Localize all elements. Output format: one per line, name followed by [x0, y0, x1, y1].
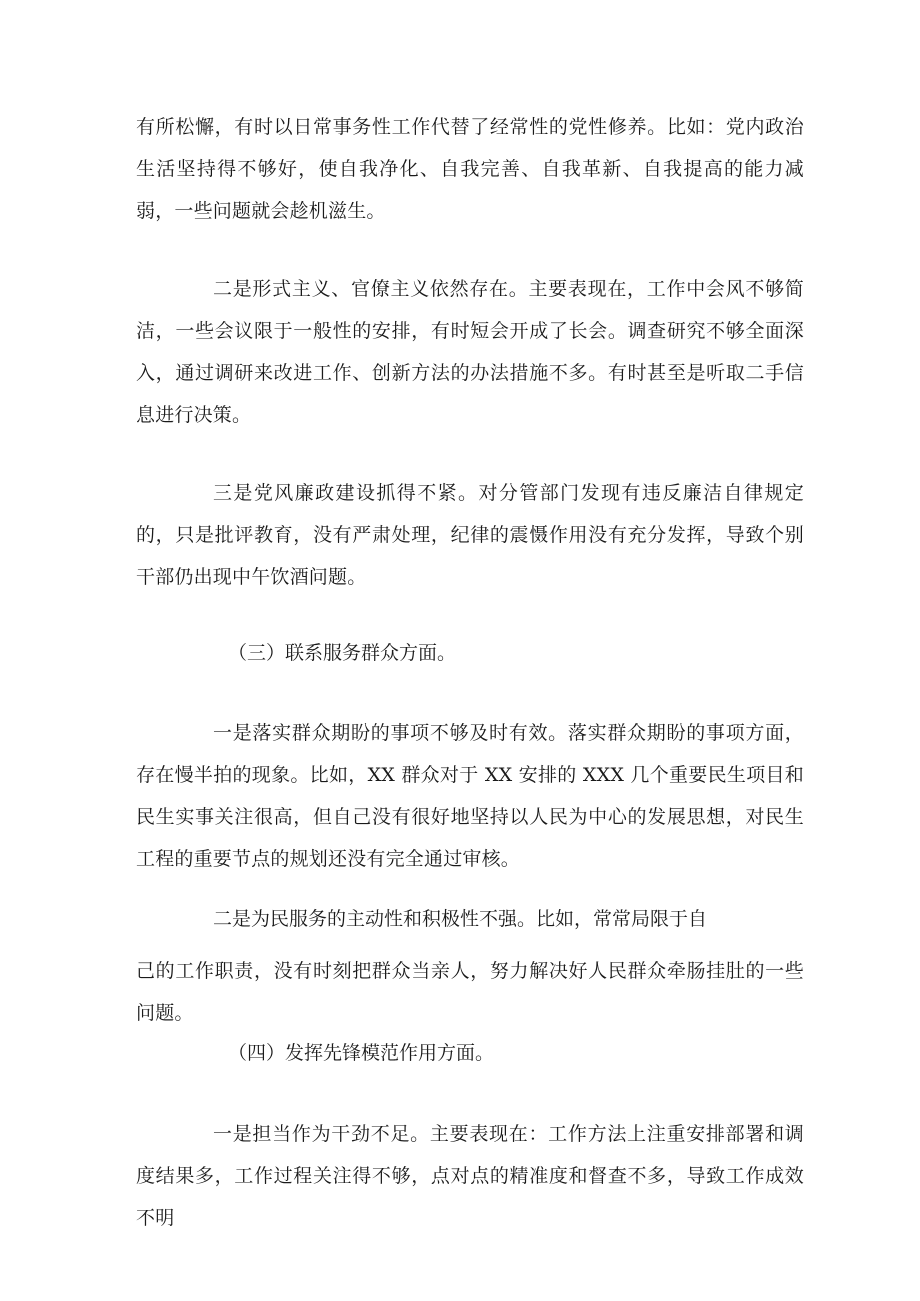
paragraph-responsibility: 一是担当作为干劲不足。主要表现在：工作方法上注重安排部署和调度结果多，工作过程关注得不够，点对点的精准度和督查不多，导致工作成效不明: [136, 1123, 804, 1229]
paragraph-formalism: 二是形式主义、官僚主义依然存在。主要表现在，工作中会风不够简洁，一些会议限于一般性的安排，有时短会开成了长会。调查研究不够全面深入，通过调研来改进工作、创新方法的办法措施不多。有时甚至是听取二手信息进行决策。: [136, 278, 804, 426]
paragraph-integrity: 三是党风廉政建设抓得不紧。对分管部门发现有违反廉洁自律规定的，只是批评教育，没有严肃处理，纪律的震慑作用没有充分发挥，导致个别干部仍出现中午饮酒问题。: [136, 482, 804, 588]
section-heading-vanguard-role: （四）发挥先锋模范作用方面。: [228, 1042, 495, 1064]
section-heading-serve-masses: （三）联系服务群众方面。: [228, 642, 457, 664]
paragraph-public-expectations: 一是落实群众期盼的事项不够及时有效。落实群众期盼的事项方面，存在慢半拍的现象。比如，XX 群众对于 XX 安排的 XXX 几个重要民生项目和民生实事关注很高，但自己没有很好地坚持以人民为中心的发展思想，对民生工程的重要节点的规划还没有完全通过审核。: [136, 722, 804, 870]
paragraph-service-initiative-first-line: 二是为民服务的主动性和积极性不强。比如，常常局限于自: [213, 908, 708, 930]
paragraph-party-spirit: 有所松懈，有时以日常事务性工作代替了经常性的党性修养。比如：党内政治生活坚持得不够好，使自我净化、自我完善、自我革新、自我提高的能力减弱，一些问题就会趁机滋生。: [136, 116, 804, 222]
paragraph-service-initiative-rest: 己的工作职责，没有时刻把群众当亲人，努力解决好人民群众牵肠挂肚的一些问题。: [136, 960, 804, 1024]
